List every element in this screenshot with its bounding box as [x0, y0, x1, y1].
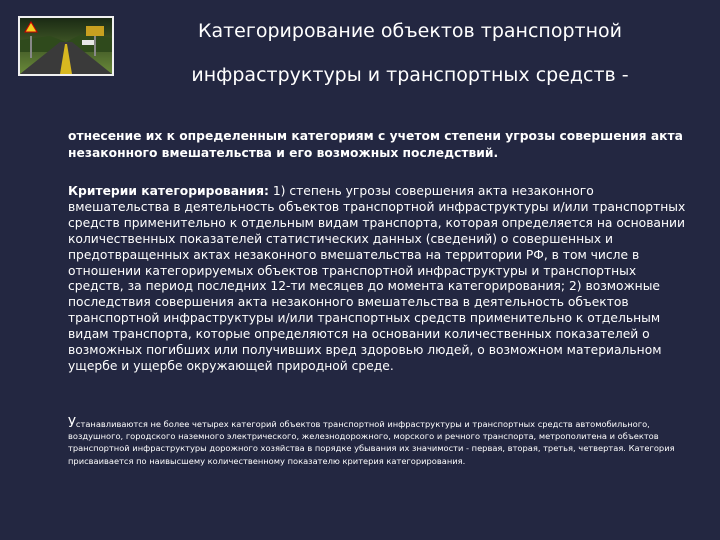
categories-note — [68, 418, 693, 467]
criteria-text: 1) степень угрозы совершения акта незаконного вмешательства в деятельность объектов транспортной инфраструктуры и/или транспортных средств применительно к отдельным видам транспорта, которая определяется на основании количественных показателей статистических данных (сведений) о совершенных и предотвращенных актах незаконного вмешательства на территории РФ, в том числе в отношении категорируемых объектов транспортной инфраструктуры и транспортных средств, за период последних 12-ти месяцев до момента категорирования; 2) возможные последствия совершения акта незаконного вмешательства в деятельность объектов транспортной инфраструктуры и/или транспортных средств применительно к отдельным видам транспорта, которые определяются на основании количественных показателей о возможных погибших или получивших вред здоровью людей, о возможном материальном ущербе и ущербе окружающей природной среде. — [68, 184, 686, 373]
note-text: станавливаются не более четырех категорий объектов транспортной инфраструктуры и транспортных средств автомобильного, воздушного, городского наземного электрического, железнодорожного, морского и речного транспорта, метрополитена и объектов транспортной инфраструктуры дорожного хозяйства в порядке убывания их значимости - первая, вторая, третья, четвертая. Категория присваивается по наивысшему количественному показателю критерия категорирования. — [68, 419, 675, 466]
road-logo-image — [18, 16, 114, 76]
page-title-line2: инфраструктуры и транспортных средств - — [191, 64, 629, 86]
definition-text: отнесение их к определенным категориям с учетом степени угрозы совершения акта незаконного вмешательства и его возможных последствий. — [68, 129, 683, 160]
criteria-paragraph — [68, 184, 693, 375]
criteria-label: Критерии категорирования: — [68, 184, 269, 198]
page-title-line1: Категорирование объектов транспортной — [197, 20, 622, 42]
note-first-letter: У — [68, 416, 76, 431]
road-icon — [20, 18, 112, 74]
